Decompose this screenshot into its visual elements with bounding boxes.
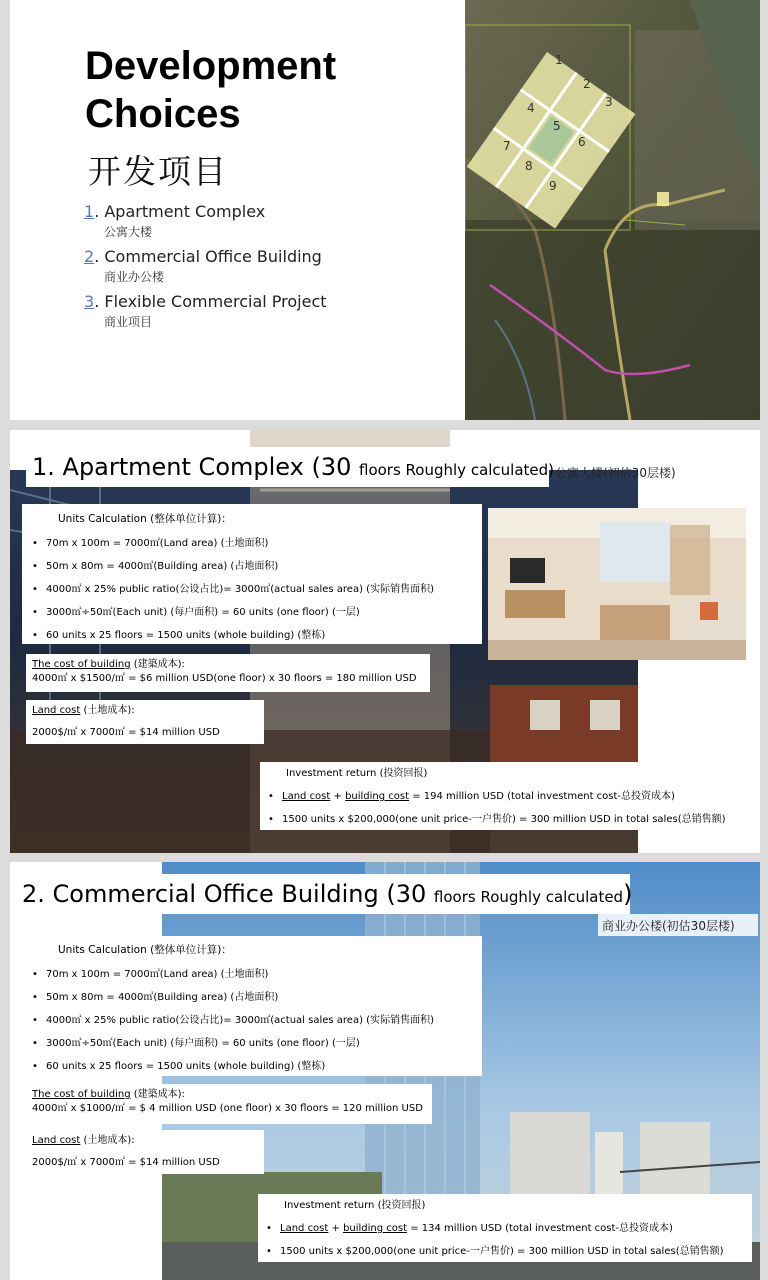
slide-title: Development Choices (85, 44, 337, 136)
list-item: • 60 units x 25 floors = 1500 units (whole building) (整栋) (32, 624, 482, 647)
list-item: • 50m x 80m = 4000㎡(Building area) (占地面积) (32, 986, 482, 1009)
building-cost-box: The cost of building (建築成本): 4000㎡ x $1500/㎡ = $6 million USD(one floor) x 30 floors = 180 million USD (26, 654, 430, 692)
choices-list (84, 202, 327, 337)
list-item: • Land cost + building cost = 194 million USD (total investment cost-总投资成本) (268, 785, 750, 808)
svg-text:3: 3 (605, 95, 613, 109)
svg-text:5: 5 (553, 119, 561, 133)
svg-text:1: 1 (555, 53, 563, 67)
investment-return-box: Investment return (投资回报) • Land cost + building cost = 194 million USD (total investment cost-总投资成本) • 1500 units x $200,000(one unit price-一户售价) = 300 million USD in total sales(总销售额) (260, 762, 750, 830)
slide-apartment-complex (10, 430, 760, 853)
svg-text:7: 7 (503, 139, 511, 153)
list-item: 1. Apartment Complex 公寓大楼 (84, 202, 266, 239)
list-item: 3. Flexible Commercial Project 商业项目 (84, 292, 327, 329)
list-item: • 4000㎡ x 25% public ratio(公设占比)= 3000㎡(actual sales area) (实际销售面积) (32, 1009, 482, 1032)
svg-text:8: 8 (525, 159, 533, 173)
slide-title-cn: 开发项目 (88, 152, 228, 191)
land-cost-box: Land cost (土地成本): 2000$/㎡ x 7000㎡ = $14 million USD (26, 1130, 264, 1174)
slide-title-cn: 商业办公楼(初估30层楼) (598, 914, 758, 936)
slide-title-cn: 公寓大楼(初估30层楼) (555, 466, 676, 480)
list-item: • 3000㎡÷50㎡(Each unit) (每户面积) = 60 units (one floor) (一层) (32, 1032, 482, 1055)
units-calculation-box: Units Calculation (整体单位计算)： • 70m x 100m = 7000㎡(Land area) (土地面积) • 50m x 80m = 4000㎡(Building area) (占地面积) • 4000㎡ x 25% public ratio(公设占比)= 3000㎡(actual sales area) (实际销售面积) • 3000㎡÷50㎡(Each unit) (每户面积) = 60 units (one floor) (一层) • 60 units x 25 floors = 1500 units (whole building) (整栋) (22, 936, 482, 1076)
svg-text:4: 4 (527, 101, 535, 115)
slide-title: 1. Apartment Complex (30 floors Roughly calculated) (26, 447, 549, 487)
list-item: 2. Commercial Office Building 商业办公楼 (84, 247, 322, 284)
investment-return-box: Investment return (投资回报) • Land cost + building cost = 134 million USD (total investment cost-总投资成本) • 1500 units x $200,000(one unit price-一户售价) = 300 million USD in total sales(总销售额) (258, 1194, 752, 1262)
list-item: • 50m x 80m = 4000㎡(Building area) (占地面积) (32, 555, 482, 578)
satellite-map-image (465, 0, 760, 420)
list-item: • 4000㎡ x 25% public ratio(公设占比)= 3000㎡(actual sales area) (实际销售面积) (32, 578, 482, 601)
interior-photo (488, 508, 746, 660)
svg-text:9: 9 (549, 179, 557, 193)
building-cost-box: The cost of building (建築成本): 4000㎡ x $1000/㎡ = $ 4 million USD (one floor) x 30 floors = 120 million USD (26, 1084, 432, 1124)
slide-development-choices (10, 0, 760, 420)
list-item: • 1500 units x $200,000(one unit price-一户售价) = 300 million USD in total sales(总销售额) (266, 1240, 752, 1263)
land-cost-box: Land cost (土地成本): 2000$/㎡ x 7000㎡ = $14 million USD (26, 700, 264, 744)
list-item: • 70m x 100m = 7000㎡(Land area) (土地面积) (32, 532, 482, 555)
list-item: • 1500 units x $200,000(one unit price-一户售价) = 300 million USD in total sales(总销售额) (268, 808, 750, 831)
list-item: • 60 units x 25 floors = 1500 units (whole building) (整栋) (32, 1055, 482, 1078)
list-item: • Land cost + building cost = 134 million USD (total investment cost-总投资成本) (266, 1217, 752, 1240)
list-item: • 3000㎡÷50㎡(Each unit) (每户面积) = 60 units (one floor) (一层) (32, 601, 482, 624)
slide-title: 2. Commercial Office Building (30 floors Roughly calculated) (16, 874, 630, 914)
svg-text:6: 6 (578, 135, 586, 149)
slide-commercial-office-building (10, 862, 760, 1280)
units-calculation-box: Units Calculation (整体单位计算)： • 70m x 100m = 7000㎡(Land area) (土地面积) • 50m x 80m = 4000㎡(Building area) (占地面积) • 4000㎡ x 25% public ratio(公设占比)= 3000㎡(actual sales area) (实际销售面积) • 3000㎡÷50㎡(Each unit) (每户面积) = 60 units (one floor) (一层) • 60 units x 25 floors = 1500 units (whole building) (整栋) (22, 504, 482, 644)
list-item: • 70m x 100m = 7000㎡(Land area) (土地面积) (32, 963, 482, 986)
svg-text:2: 2 (583, 77, 591, 91)
